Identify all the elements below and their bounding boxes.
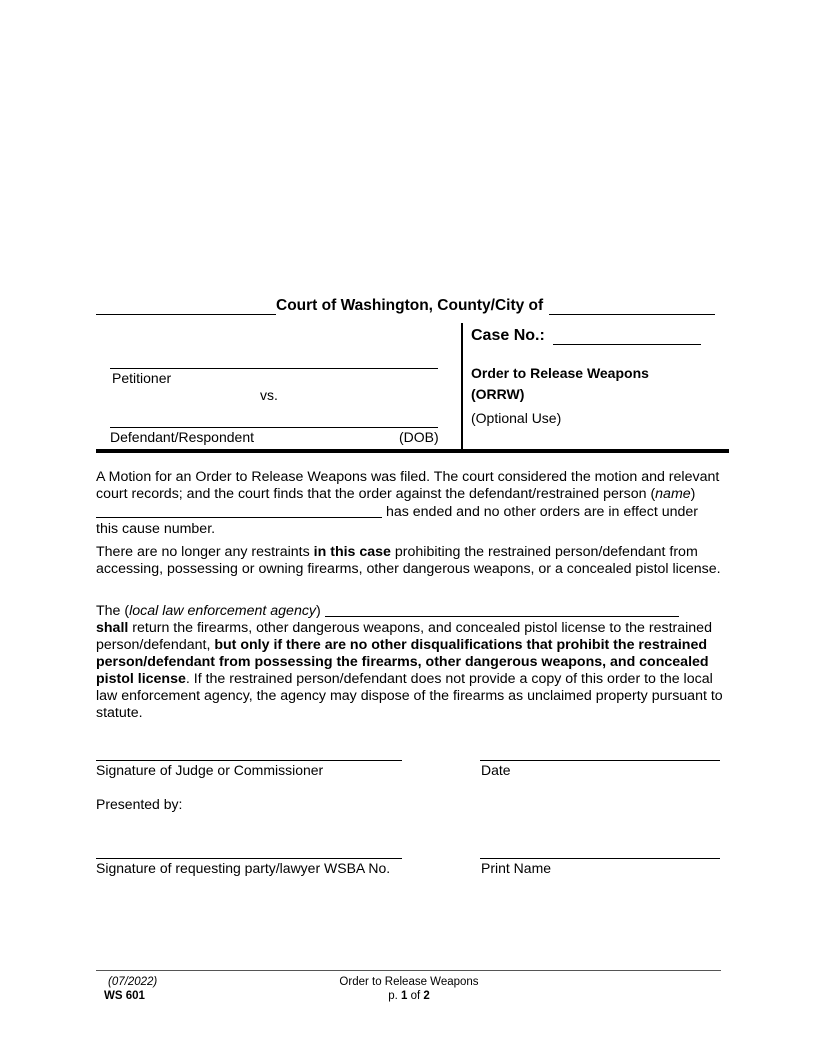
- agency-field[interactable]: [325, 602, 679, 617]
- footer-title: Order to Release Weapons: [339, 976, 479, 988]
- case-no-field[interactable]: [553, 328, 701, 345]
- defendant-label: Defendant/Respondent: [110, 429, 254, 445]
- party-signature-field[interactable]: [96, 858, 402, 859]
- footer-date: (07/2022): [108, 976, 158, 988]
- footer-form-number: WS 601: [104, 990, 145, 1002]
- party-signature-label: Signature of requesting party/lawyer WSBA No.: [96, 860, 391, 876]
- vs-label: vs.: [260, 387, 278, 403]
- date-label: Date: [481, 762, 511, 778]
- caption-divider: [461, 323, 463, 450]
- paragraph-restraints: There are no longer any restraints in this case prohibiting the restrained person/defendant from accessing, possessing or owning firearms, other dangerous weapons, or a concealed pistol license.: [96, 544, 721, 577]
- petitioner-field[interactable]: [110, 368, 438, 369]
- judge-signature-field[interactable]: [96, 760, 402, 761]
- defendant-field[interactable]: [110, 427, 438, 428]
- date-field[interactable]: [480, 760, 720, 761]
- court-title-text: Court of Washington, County/City of: [276, 297, 544, 314]
- paragraph-finding: A Motion for an Order to Release Weapons was filed. The court considered the motion and relevant court records; and the court finds that the order against the defendant/restrained person (name) has ended and no other orders are in effect under this cause number.: [96, 469, 720, 537]
- case-number: [471, 327, 701, 345]
- footer-page: p. 1 of 2: [388, 990, 430, 1002]
- presented-by: Presented by:: [96, 796, 183, 812]
- form-title-line1: Order to Release Weapons: [471, 365, 649, 381]
- form-title-line2: (ORRW): [471, 386, 525, 402]
- agency-label: local law enforcement agency: [129, 603, 317, 619]
- print-name-label: Print Name: [481, 860, 552, 876]
- county-city-field[interactable]: [549, 298, 715, 315]
- caption-bottom-rule: [96, 449, 729, 453]
- paragraph-release: The (local law enforcement agency) shall return the firearms, other dangerous weapons, and concealed pistol license to the restrained person/defendant, but only if there are no other disqualifications that prohibit the restrained person/defendant from possessing the firearms, other dangerous weapons, and concealed pistol license. If the restrained person/defendant does not provide a copy of this order to the local law enforcement agency, the agency may dispose of the firearms as unclaimed property pursuant to statute.: [96, 603, 723, 721]
- petitioner-label: Petitioner: [112, 370, 172, 386]
- judge-signature-label: Signature of Judge or Commissioner: [96, 762, 324, 778]
- court-title: [96, 297, 721, 315]
- footer-rule: [96, 970, 721, 971]
- form-title: [471, 363, 721, 405]
- print-name-field[interactable]: [480, 858, 720, 859]
- restrained-person-name-field[interactable]: [96, 503, 382, 518]
- name-label: name: [655, 486, 691, 502]
- court-name-field[interactable]: [96, 298, 276, 315]
- optional-use: (Optional Use): [471, 410, 562, 426]
- dob-label: (DOB): [399, 429, 439, 445]
- case-no-label: Case No.:: [471, 327, 545, 344]
